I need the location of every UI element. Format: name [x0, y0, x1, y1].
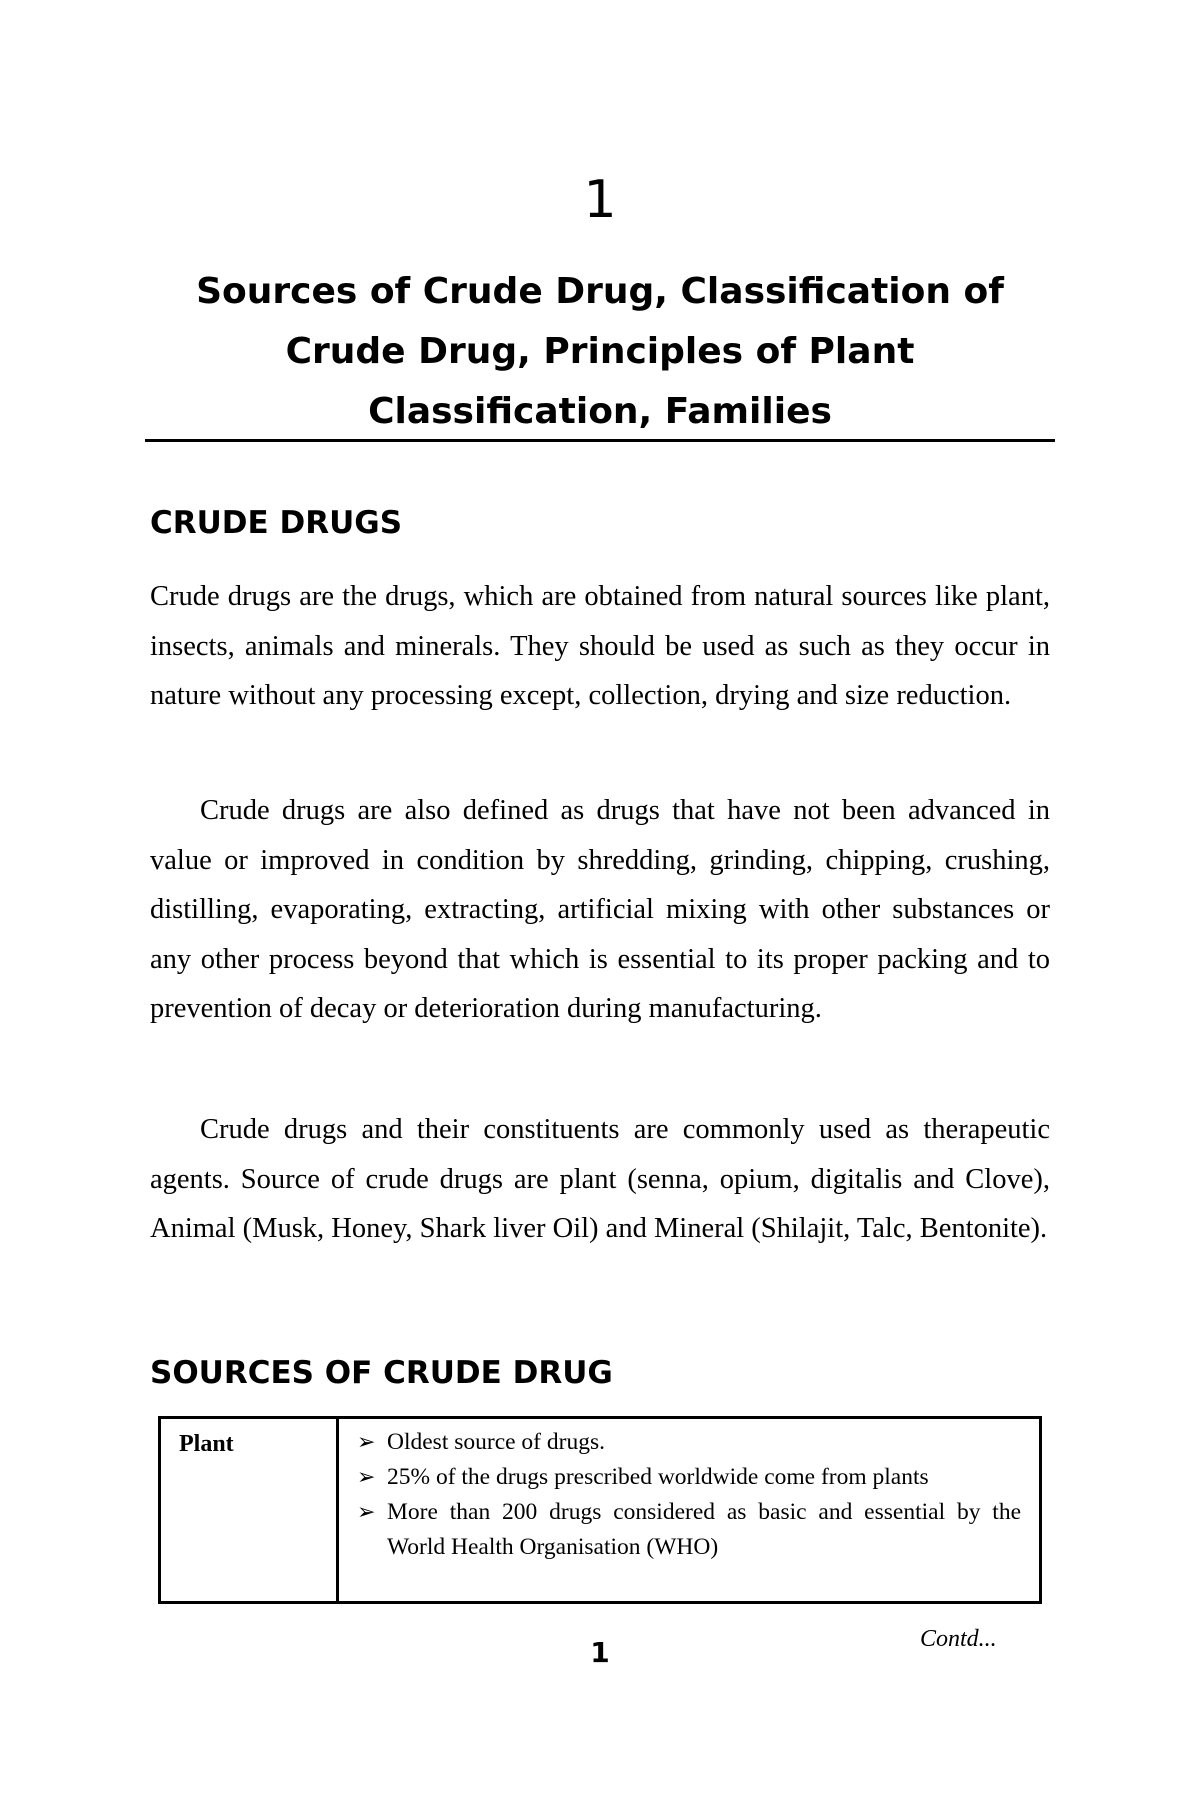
arrowhead-bullet-icon: ➢: [357, 1430, 376, 1455]
table-cell-source-points: [339, 1419, 1039, 1601]
chapter-title-line: Classification, Families: [368, 391, 832, 432]
section-heading-crude-drugs: CRUDE DRUGS: [150, 505, 403, 541]
bullet-list: [357, 1425, 1021, 1565]
list-item-text: Oldest source of drugs.: [387, 1429, 605, 1455]
sources-table: [158, 1416, 1042, 1604]
list-item-text: More than 200 drugs considered as basic and essential by the World Health Organisation (WHO): [387, 1499, 1021, 1560]
list-item-text: 25% of the drugs prescribed worldwide come from plants: [387, 1464, 929, 1490]
arrowhead-bullet-icon: ➢: [357, 1500, 376, 1525]
paragraph-alternate-definition: Crude drugs are also defined as drugs that have not been advanced in value or improved in condition by shredding, grinding, chipping, crushing, distilling, evaporating, extracting, artificial mixing with other substances or any other process beyond that which is essential to its proper packing and to prevention of decay or deterioration during manufacturing.: [150, 795, 1050, 1024]
page-number: 1: [590, 1636, 610, 1669]
list-item: [357, 1495, 1021, 1565]
chapter-title: [145, 262, 1055, 442]
continued-note: Contd...: [920, 1626, 997, 1652]
list-item: [357, 1460, 1021, 1495]
list-item: [357, 1425, 1021, 1460]
arrowhead-bullet-icon: ➢: [357, 1465, 376, 1490]
chapter-title-line: Crude Drug, Principles of Plant: [285, 331, 915, 372]
chapter-number: 1: [583, 170, 617, 230]
paragraph-constituents: Crude drugs and their constituents are commonly used as therapeutic agents. Source of crude drugs are plant (senna, opium, digitalis and Clove), Animal (Musk, Honey, Shark liver Oil) and Mineral (Shilajit, Talc, Bentonite).: [150, 1114, 1050, 1244]
title-divider: [145, 439, 1055, 442]
section-heading-sources: SOURCES OF CRUDE DRUG: [150, 1355, 613, 1391]
chapter-title-line: Sources of Crude Drug, Classification of: [196, 271, 1004, 312]
paragraph-definition: Crude drugs are the drugs, which are obtained from natural sources like plant, insects, animals and minerals. They should be used as such as they occur in nature without any processing except, collection, drying and size reduction.: [150, 581, 1050, 711]
table-cell-source-type: Plant: [161, 1419, 339, 1601]
